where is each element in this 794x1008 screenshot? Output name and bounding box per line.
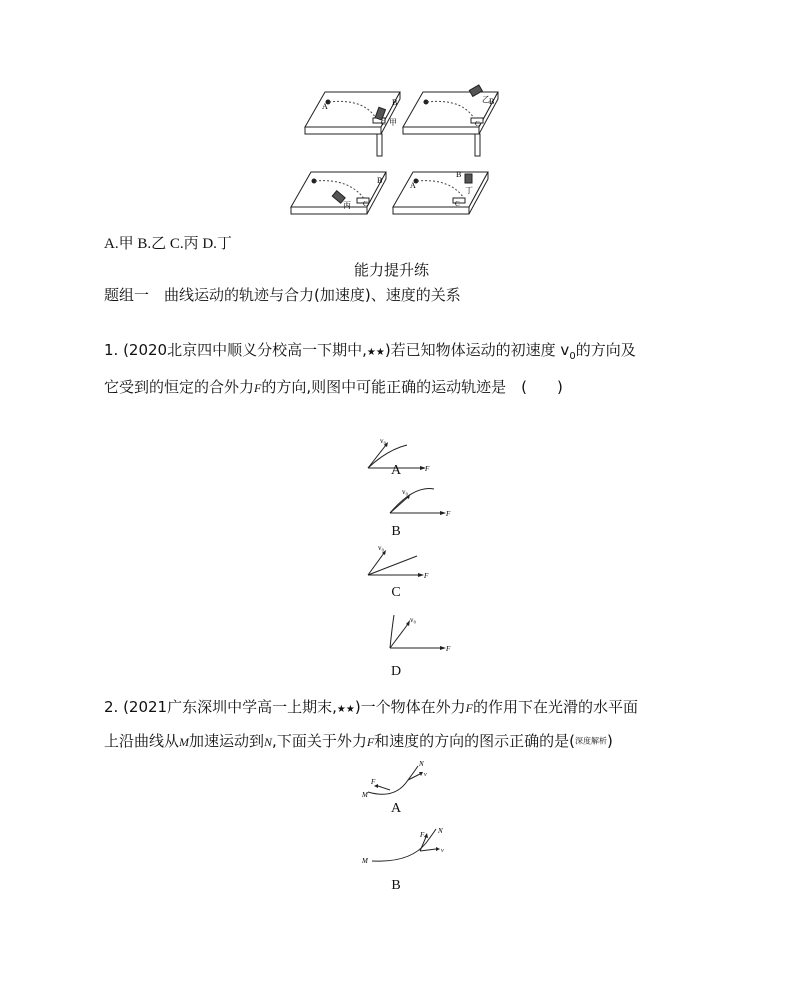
table-label: 乙 [482,95,490,104]
q1-option-d-figure [384,610,464,655]
question-1-line-2: 它受到的恒定的合外力F的方向,则图中可能正确的运动轨迹是 ( ) [104,378,563,396]
svg-text:v₀: v₀ [402,488,408,496]
question-2-line-2: 上沿曲线从M加速运动到N,下面关于外力F和速度的方向的图示正确的是(深度解析) [104,732,613,750]
q1-option-b-figure [384,480,464,520]
q1-option-a-label[interactable]: A [390,463,402,478]
tables-figure [285,82,505,217]
table-label: 丁 [465,186,473,195]
svg-text:F: F [446,510,451,518]
table-label: C [363,200,368,208]
table-label: A [410,181,416,190]
svg-text:N: N [438,827,443,835]
difficulty-stars: ★★ [336,704,355,715]
group-heading: 题组一 曲线运动的轨迹与合力(加速度)、速度的关系 [104,286,461,304]
table-label: C [381,119,386,127]
table-label: B [377,176,383,185]
q2-option-b-figure [360,825,450,870]
q1-option-c-label[interactable]: C [391,585,401,600]
svg-text:v: v [441,848,444,854]
svg-text:M: M [362,791,368,799]
table-label: B [392,98,398,107]
table-figure [403,85,498,156]
svg-text:v: v [424,772,427,778]
svg-text:v₀: v₀ [378,544,384,552]
q1-option-d-label[interactable]: D [390,664,402,679]
table-label: C [455,200,460,208]
svg-text:M: M [362,857,368,865]
svg-text:N: N [419,760,424,768]
svg-text:v₀: v₀ [380,437,386,445]
answer-choices: A.甲 B.乙 C.丙 D.丁 [104,236,232,252]
svg-text:F: F [446,645,451,653]
table-label: C [475,120,480,128]
difficulty-stars: ★★ [366,347,385,358]
svg-text:F: F [425,465,430,473]
section-title: 能力提升练 [354,261,430,279]
svg-text:F: F [420,831,425,839]
q1-option-b-label[interactable]: B [391,524,401,539]
question-2-line-1: 2. (2021广东深圳中学高一上期末,★★)一个物体在外力F的作用下在光滑的水平面 [104,698,639,716]
deep-analysis-note[interactable]: 深度解析 [575,736,608,746]
question-1-line-1: 1. (2020北京四中顺义分校高一下期中,★★)若已知物体运动的初速度 $v_0$的方向及 [104,341,636,362]
svg-text:F: F [424,572,429,580]
answer-bracket: ( ) [521,378,563,396]
table-label: 甲 [389,118,397,127]
q2-option-b-label[interactable]: B [391,878,401,893]
q2-option-a-label[interactable]: A [390,801,402,816]
table-figure [291,172,386,214]
table-label: A [322,102,328,111]
q1-option-c-figure [362,542,442,582]
table-label: 丙 [343,201,351,210]
svg-text:F: F [371,778,376,786]
table-label: B [456,170,462,179]
table-figure [305,92,400,156]
table-figure [393,170,488,214]
table-label: B [489,97,495,106]
svg-text:v₀: v₀ [410,616,416,624]
q2-option-a-figure [360,760,440,800]
